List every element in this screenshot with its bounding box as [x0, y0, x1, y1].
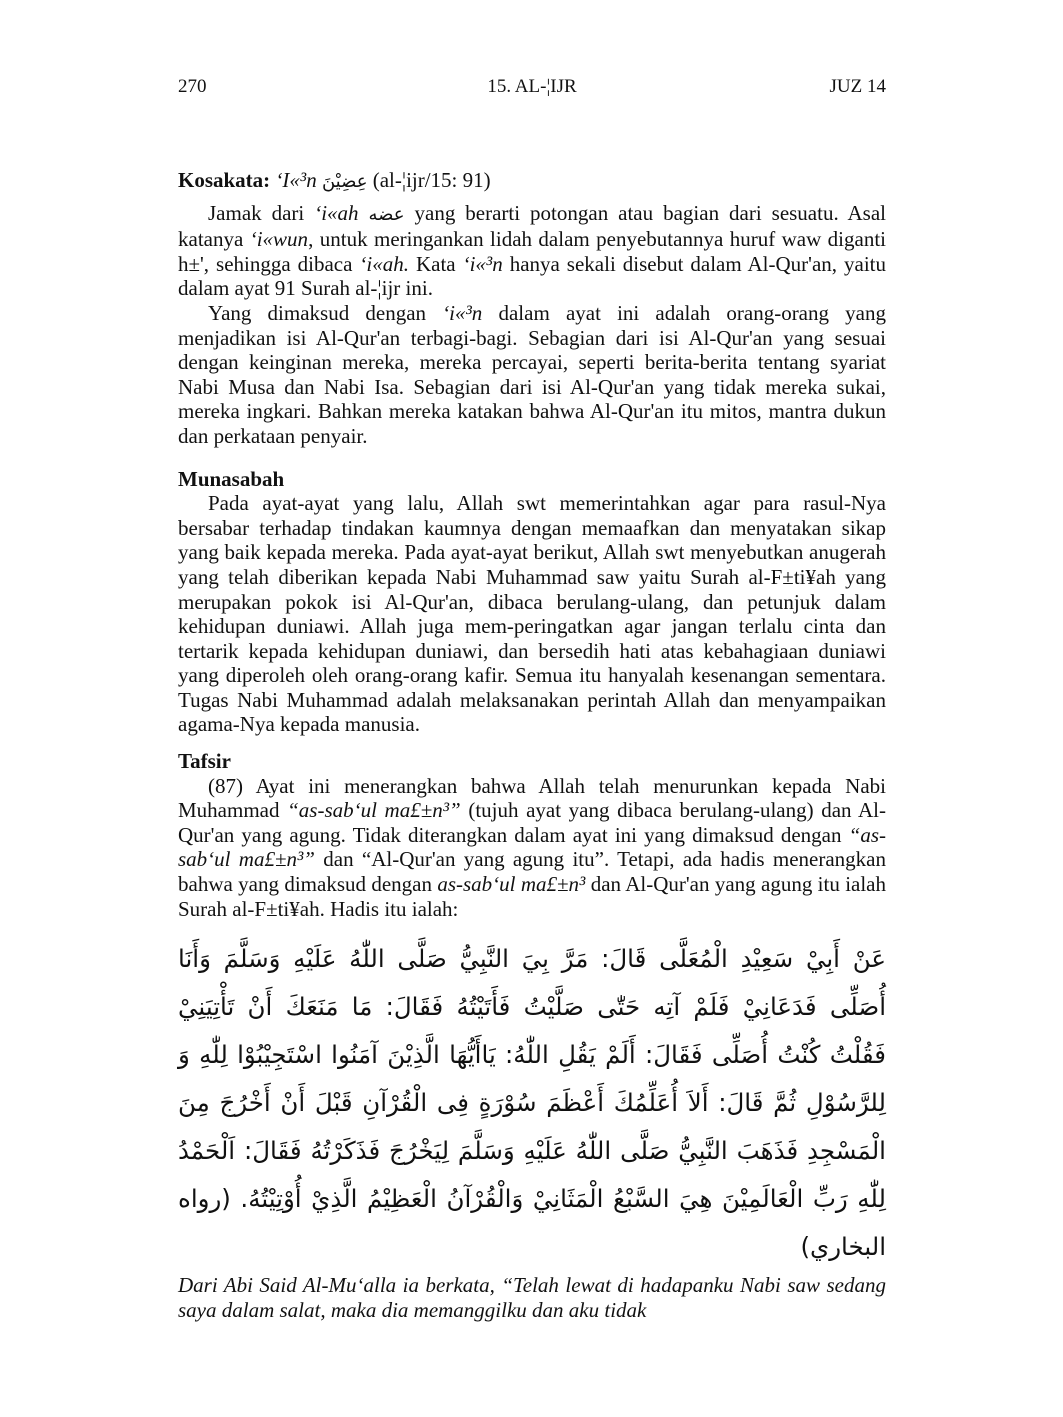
- hadith-translation: Dari Abi Said Al-Mu‘alla ia berkata, “Telah lewat di hadapanku Nabi saw sedang saya dalam salat, maka dia memanggilku dan aku tidak: [178, 1273, 886, 1322]
- term-italic: ‘i«ah: [314, 200, 359, 225]
- text-run: (tujuh ayat yang dibaca berulang-ulang) dan Al-Qur'an yang agung. Tidak diterangkan dalam ayat ini yang dimaksud dengan: [178, 798, 886, 847]
- term-italic: “as-sab‘ul ma£±n³”: [178, 822, 886, 872]
- kosakata-term-latin: ‘I«³n: [275, 168, 317, 192]
- kosakata-reference: (al-¦ijr/15: 91): [372, 168, 491, 192]
- text-run: dan Al-Qur'an yang agung itu ialah Surah al-F±ti¥ah. Hadis itu ialah:: [178, 872, 887, 921]
- page-number: 270: [178, 76, 207, 97]
- text-run: Jamak dari: [208, 200, 315, 225]
- text-run: dalam ayat ini adalah orang-orang yang menjadikan isi Al-Qur'an terbagi-bagi. Sebagian dari isi Al-Qur'an yang sesuai dengan keinginan mereka, mereka percayai, seperti berita-berita tentang syariat Nabi Musa dan Nabi Isa. Sebagian dari isi Al-Qur'an yang tidak mereka sukai, mereka ingkari. Bahkan mereka katakan bahwa Al-Qur'an itu mitos, mantra dukun dan perkataan penyair.: [178, 300, 886, 448]
- kosakata-term-arabic: عِضِيْنَ: [321, 171, 368, 192]
- hadith-arabic-text: عَنْ أَبِيْ سَعِيْدِ الْمُعَلَّى قَالَ: مَرَّ بِيَ النَّبِيُّ صَلَّى اللّٰهُ عَلَيْهِ وَسَلَّمَ وَأَنَا أُصَلِّى فَدَعَانِيْ فَلَمْ آتِه حَتّٰى صَلَّيْتُ فَأَتَيْتُهُ فَقَالَ: مَا مَنَعَكَ أَنْ تَأْتِيَنِيْ فَقُلْتُ كُنْتُ أُصَلِّى فَقَالَ: أَلَمْ يَقُلِ اللّٰهُ: يَاأَيُّهَا الَّذِيْنَ آمَنُوا اسْتَجِيْبُوْا لِلّٰهِ وَ لِلرَّسُوْلِ ثُمَّ قَالَ: أَلاَ أُعَلِّمُكَ أَعْظَمَ سُوْرَةٍ فِى الْقُرْآنِ قَبْلَ أَنْ أَخْرُجَ مِنَ الْمَسْجِدِ فَذَهَبَ النَّبِيُّ صَلَّى اللّٰهُ عَلَيْهِ وَسَلَّمَ لِيَخْرُجَ فَذَكَرْتُهُ فَقَالَ: اَلْحَمْدُ لِلّٰهِ رَبِّ الْعَالَمِيْنَ هِيَ السَّبْعُ الْمَثَانِيْ وَالْقُرْآنُ الْعَظِيْمُ الَّذِيْ أُوْتِيْتُهُ. (رواه البخاري): [178, 944, 886, 1262]
- text-run: hanya sekali disebut dalam Al-Qur'an, yaitu dalam ayat 91 Surah al-¦ijr ini.: [178, 251, 886, 301]
- text-run: yang berarti potongan atau bagian dari sesuatu. Asal katanya: [178, 200, 887, 252]
- text-run: (87) Ayat ini menerangkan bahwa Allah telah menurunkan kepada Nabi Muhammad: [178, 773, 886, 823]
- kosakata-paragraph-1: [178, 201, 886, 301]
- juz-label: JUZ 14: [829, 76, 886, 97]
- tafsir-paragraph: [178, 774, 886, 922]
- text-run: , untuk meringankan lidah dalam penyebutannya huruf waw diganti h±', sehingga dibaca: [178, 227, 886, 276]
- main-content: [178, 168, 886, 1322]
- chapter-title: 15. AL-¦IJR: [487, 76, 577, 97]
- text-run: Kata: [409, 251, 463, 276]
- munasabah-paragraph: Pada ayat-ayat yang lalu, Allah swt memerintahkan agar para rasul-Nya bersabar terhadap tindakan kaumnya dengan memaafkan dan menyatakan sikap yang baik kepada mereka. Pada ayat-ayat berikut, Allah swt menyebutkan anugerah yang telah diberikan kepada Nabi Muhammad saw yaitu Surah al-F±ti¥ah yang merupakan pokok isi Al-Qur'an, dibaca berulang-ulang, dan petunjuk dalam kehidupan duniawi. Allah juga mem-peringatkan agar jangan terlalu cinta dan tertarik kepada kehidupan duniawi, dan bersedih hati atas kebahagiaan duniawi yang diperoleh oleh orang-orang kafir. Semua itu hanyalah kesenangan sementara. Tugas Nabi Muhammad adalah melaksanakan perintah Allah dan menyampaikan agama-Nya kepada manusia.: [178, 491, 886, 737]
- tafsir-heading: Tafsir: [178, 749, 231, 774]
- term-italic: ‘i«ah.: [359, 251, 409, 276]
- term-italic: ‘i«wun: [249, 227, 309, 252]
- text-run: Yang dimaksud dengan: [208, 300, 443, 325]
- text-run: dan “Al-Qur'an yang agung itu”. Tetapi, ada hadis menerangkan bahwa yang dimaksud dengan: [178, 847, 887, 897]
- arabic-word: عضه: [368, 203, 405, 225]
- term-italic: as-sab‘ul ma£±n³: [437, 872, 586, 897]
- kosakata-label: Kosakata:: [178, 168, 271, 192]
- kosakata-line: [178, 168, 886, 195]
- term-italic: ‘i«³n: [462, 251, 503, 276]
- term-italic: “as-sab‘ul ma£±n³”: [287, 798, 461, 823]
- term-italic: ‘i«³n: [442, 300, 483, 325]
- kosakata-paragraph-2: [178, 301, 886, 449]
- munasabah-heading: Munasabah: [178, 466, 285, 491]
